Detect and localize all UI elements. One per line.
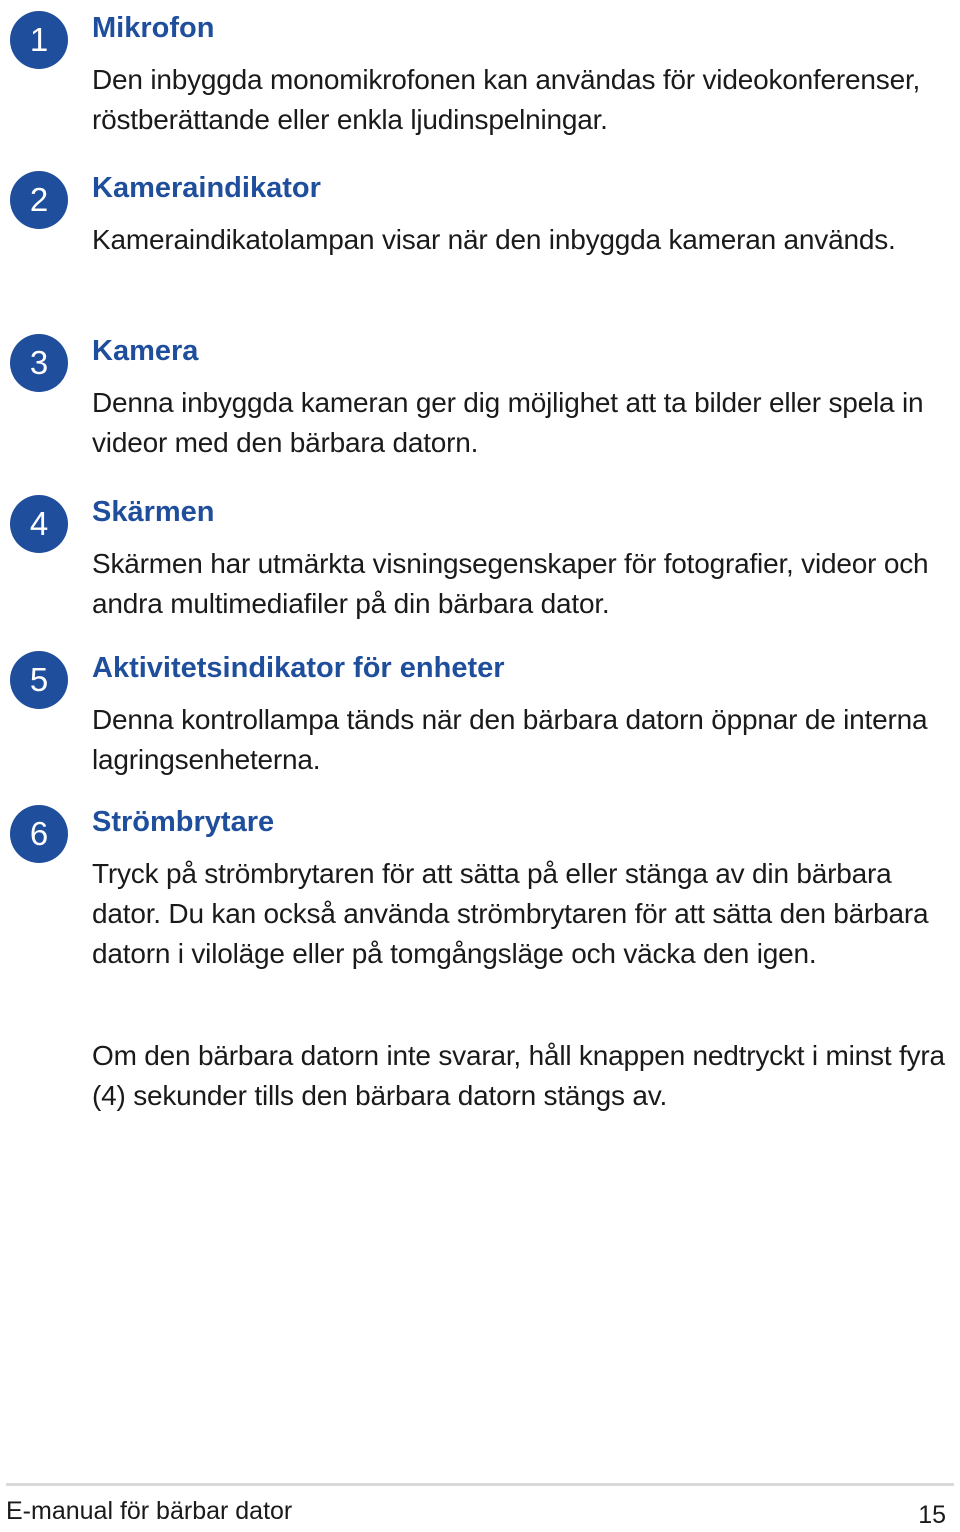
number-badge-1: 1 [10, 11, 68, 69]
number-badge-2: 2 [10, 171, 68, 229]
number-badge-4: 4 [10, 495, 68, 553]
item-title-power-button: Strömbrytare [92, 806, 275, 838]
item-title-microphone: Mikrofon [92, 12, 215, 44]
item-description-camera: Denna inbyggda kameran ger dig möjlighet att ta bilder eller spela in videor med den bärbara datorn. [92, 387, 924, 458]
number-badge-3: 3 [10, 334, 68, 392]
item-title-drive-activity-indicator: Aktivitetsindikator för enheter [92, 652, 505, 684]
footer-page-number: 15 [918, 1501, 946, 1529]
footer-manual-title: E-manual för bärbar dator [6, 1497, 293, 1525]
item-description-microphone: Den inbyggda monomikrofonen kan användas för videokonferenser, röstberättande eller enkla ljudinspelningar. [92, 64, 921, 135]
item-description-display: Skärmen har utmärkta visningsegenskaper för fotografier, videor och andra multimediafiler på din bärbara dator. [92, 548, 929, 619]
item-description-power-button: Tryck på strömbrytaren för att sätta på eller stänga av din bärbara dator. Du kan också använda strömbrytaren för att sätta den bärbara datorn i viloläge eller på tomgångsläge och väcka den igen. [92, 858, 929, 969]
item-description-drive-activity-indicator: Denna kontrollampa tänds när den bärbara datorn öppnar de interna lagringsenheterna. [92, 704, 928, 775]
item-title-camera: Kamera [92, 335, 199, 367]
item-title-camera-indicator: Kameraindikator [92, 172, 321, 204]
footer-divider [6, 1483, 954, 1486]
number-badge-5: 5 [10, 651, 68, 709]
item-note-power-button: Om den bärbara datorn inte svarar, håll knappen nedtryckt i minst fyra (4) sekunder tills den bärbara datorn stängs av. [92, 1040, 945, 1111]
item-description-camera-indicator: Kameraindikatolampan visar när den inbyggda kameran används. [92, 224, 896, 255]
item-title-display: Skärmen [92, 496, 215, 528]
number-badge-6: 6 [10, 805, 68, 863]
